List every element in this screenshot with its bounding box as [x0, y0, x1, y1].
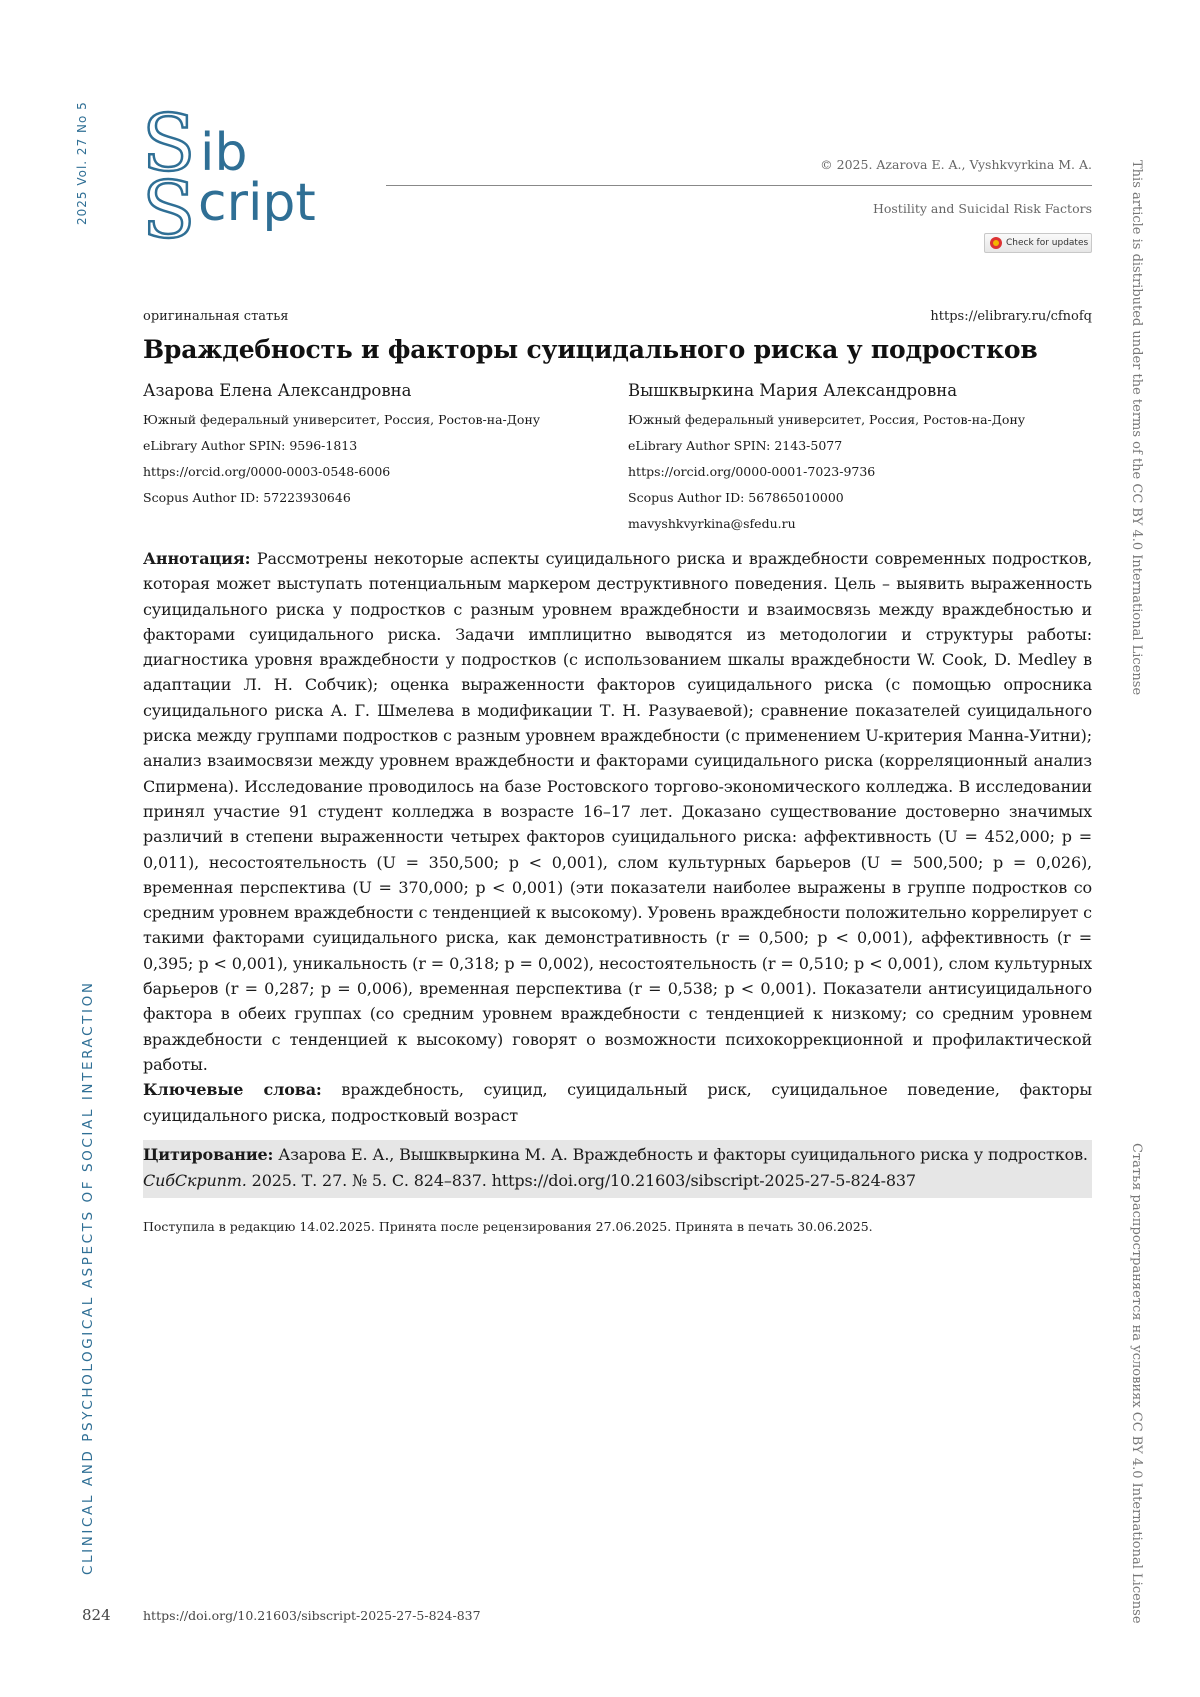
author-email-link[interactable]: mavyshkvyrkina@sfedu.ru — [628, 516, 796, 531]
license-ru-sidebar — [1128, 1143, 1148, 1624]
issue-label: 2025 Vol. 27 No 5 — [75, 101, 89, 225]
footer-doi-link[interactable]: https://doi.org/10.21603/sibscript-2025-27-5-824-837 — [143, 1608, 481, 1623]
journal-series-label: CLINICAL AND PSYCHOLOGICAL ASPECTS OF SOCIAL INTERACTION — [80, 980, 96, 1575]
publication-dates: Поступила в редакцию 14.02.2025. Принята после рецензирования 27.06.2025. Принята в печать 30.06.2025. — [143, 1219, 873, 1234]
issue-sidebar — [75, 101, 95, 230]
author-orcid-link[interactable]: https://orcid.org/0000-0003-0548-6006 — [143, 464, 391, 479]
abstract-label: Аннотация: — [143, 549, 251, 568]
author-name: Вышквыркина Мария Александровна — [628, 381, 958, 400]
article-title: Враждебность и факторы суицидального риска у подростков — [143, 335, 1038, 364]
author-spin: eLibrary Author SPIN: 9596-1813 — [143, 438, 358, 453]
check-updates-icon — [990, 237, 1002, 249]
logo-word-bottom: cript — [198, 173, 316, 233]
logo-word-top: ib — [200, 123, 248, 183]
check-for-updates-button[interactable] — [984, 233, 1092, 253]
check-updates-label: Check for updates — [1006, 238, 1089, 248]
abstract — [143, 546, 1092, 1128]
logo-letter-s-bottom: S — [142, 166, 196, 242]
author-spin: eLibrary Author SPIN: 2143-5077 — [628, 438, 843, 453]
author-block — [143, 381, 613, 511]
citation-journal: СибСкрипт. — [143, 1171, 247, 1190]
journal-logo — [140, 102, 370, 242]
abstract-text: Рассмотрены некоторые аспекты суицидального риска и враждебности современных подростков, которая может выступать потенциальным маркером деструктивного поведения. Цель – выявить выраженность суицидального риска у подростков с разным уровнем враждебности и взаимосвязь между враждебностью и факторами суицидального риска. Задачи имплицитно выводятся из методологии и структуры работы: диагностика уровня враждебности у подростков (с использованием шкалы враждебности W. Cook, D. Medley в адаптации Л. Н. Собчик); оценка выраженности факторов суицидального риска (с помощью опросника суицидального риска А. Г. Шмелева в модификации Т. Н. Разуваевой); сравнение показателей суицидального риска между группами подростков с разным уровнем враждебности (с применением U-критерия Манна-Уитни); анализ взаимосвязи между уровнем враждебности и факторами суицидального риска (корреляционный анализ Спирмена). Исследование проводилось на базе Ростовского торгово-экономического колледжа. В исследовании принял участие 91 студент колледжа в возрасте 16–17 лет. Доказано существование достоверно значимых различий в степени выраженности четырех факторов суицидального риска: аффективность (U = 452,000; p = 0,011), несостоятельность (U = 350,500; p < 0,001), слом культурных барьеров (U = 500,500; p = 0,026), временная перспектива (U = 370,000; p < 0,001) (эти показатели наиболее выражены в группе подростков со средним уровнем враждебности с тенденцией к высокому). Уровень враждебности положительно коррелирует с такими факторами суицидального риска, как демонстративность (r = 0,500; p < 0,001), аффективность (r = 0,395; p < 0,001), уникальность (r = 0,318; p = 0,002), несостоятельность (r = 0,510; p < 0,001), слом культурных барьеров (r = 0,287; p = 0,006), временная перспектива (r = 0,538; p < 0,001). Показатели антисуицидального фактора в обеих группах (со средним уровнем враждебности с тенденцией к низкому; со средним уровнем враждебности с тенденцией к высокому) говорят о возможности психокоррекционной и профилактической работы. — [143, 549, 1092, 1074]
author-block — [628, 381, 1098, 537]
copyright: © 2025. Azarova E. A., Vyshkvyrkina M. A. — [820, 157, 1092, 172]
license-ru-text: Статья распространяется на условиях CC BY 4.0 International License — [1129, 1143, 1144, 1624]
series-sidebar — [80, 910, 100, 1580]
license-en-text: This article is distributed under the terms of the CC BY 4.0 International License — [1129, 160, 1144, 696]
author-scopus: Scopus Author ID: 567865010000 — [628, 490, 844, 505]
citation-box — [143, 1140, 1092, 1198]
running-title: Hostility and Suicidal Risk Factors — [872, 201, 1092, 216]
license-en-sidebar — [1128, 160, 1148, 696]
author-name: Азарова Елена Александровна — [143, 381, 412, 400]
citation-details[interactable]: 2025. Т. 27. № 5. С. 824–837. https://doi.org/10.21603/sibscript-2025-27-5-824-837 — [251, 1171, 916, 1190]
citation-label: Цитирование: — [143, 1145, 274, 1164]
article-type: оригинальная статья — [143, 309, 289, 324]
author-affiliation: Южный федеральный университет, Россия, Ростов-на-Дону — [628, 412, 1026, 427]
author-orcid-link[interactable]: https://orcid.org/0000-0001-7023-9736 — [628, 464, 876, 479]
header-divider — [386, 185, 1092, 186]
keywords-text: враждебность, суицид, суицидальный риск, суицидальное поведение, факторы суицидального риска, подростковый возраст — [143, 1080, 1092, 1125]
article-url-link[interactable]: https://elibrary.ru/cfnofq — [930, 309, 1092, 324]
logo-letter-s-top: S — [142, 102, 196, 189]
citation-authors-title: Азарова Е. А., Вышквыркина М. А. Враждебность и факторы суицидального риска у подростков. — [278, 1145, 1088, 1164]
author-affiliation: Южный федеральный университет, Россия, Ростов-на-Дону — [143, 412, 541, 427]
page-number: 824 — [82, 1606, 111, 1624]
keywords-label: Ключевые слова: — [143, 1080, 322, 1100]
author-scopus: Scopus Author ID: 57223930646 — [143, 490, 351, 505]
